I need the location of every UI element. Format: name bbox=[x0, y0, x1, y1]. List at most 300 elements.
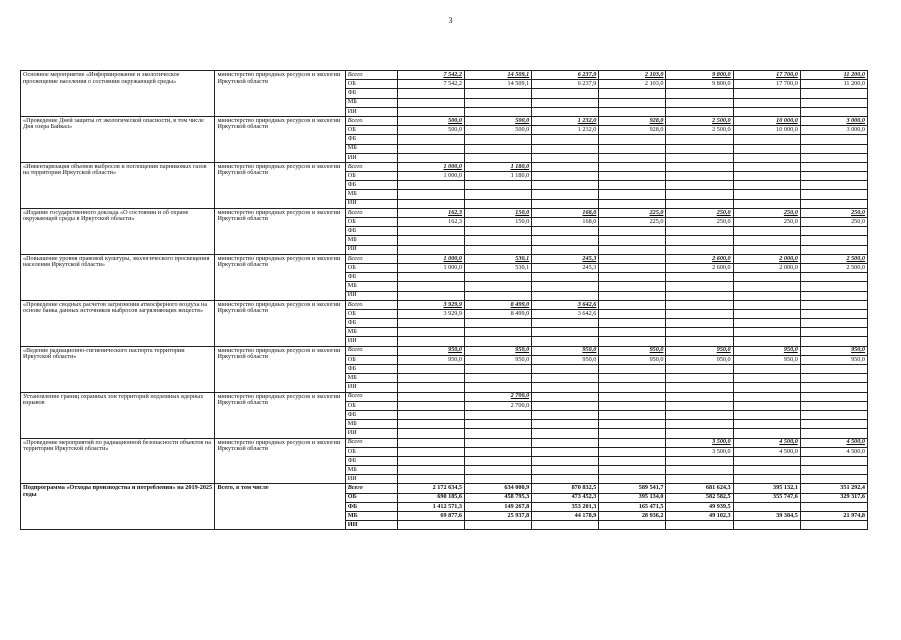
amount-cell: 225,0 bbox=[599, 218, 666, 227]
amount-cell bbox=[599, 420, 666, 429]
measure-executor: министерство природных ресурсов и экологии Иркутской области bbox=[215, 162, 345, 208]
amount-cell bbox=[532, 144, 599, 153]
amount-cell bbox=[532, 107, 599, 116]
amount-cell bbox=[666, 328, 733, 337]
amount-cell bbox=[397, 319, 464, 328]
funding-source-label: МБ bbox=[345, 144, 397, 153]
amount-cell: 2 600,0 bbox=[666, 254, 733, 263]
measure-group bbox=[21, 254, 868, 300]
amount-cell bbox=[666, 227, 733, 236]
amount-cell: 162,3 bbox=[397, 208, 464, 217]
amount-cell bbox=[599, 410, 666, 419]
amount-cell: 225,0 bbox=[599, 208, 666, 217]
amount-cell bbox=[733, 245, 800, 254]
amount-cell bbox=[733, 392, 800, 401]
amount-cell bbox=[532, 429, 599, 438]
amount-cell: 3 929,9 bbox=[397, 300, 464, 309]
measure-description: Основное мероприятие «Информирование и экологическое просвещение населения о состоянии окружающей среды» bbox=[21, 71, 215, 117]
amount-cell: 2 172 634,5 bbox=[397, 484, 464, 493]
amount-cell: 2 103,0 bbox=[599, 71, 666, 80]
amount-cell bbox=[532, 89, 599, 98]
amount-cell bbox=[666, 365, 733, 374]
amount-cell bbox=[465, 135, 532, 144]
amount-cell bbox=[733, 291, 800, 300]
amount-cell bbox=[800, 245, 867, 254]
amount-cell bbox=[800, 502, 867, 511]
amount-cell bbox=[733, 227, 800, 236]
amount-cell bbox=[666, 374, 733, 383]
funding-source-label: МБ bbox=[345, 328, 397, 337]
amount-cell bbox=[800, 273, 867, 282]
funding-source-label: ФБ bbox=[345, 135, 397, 144]
amount-cell bbox=[465, 190, 532, 199]
amount-cell bbox=[532, 236, 599, 245]
amount-cell bbox=[733, 172, 800, 181]
table-row bbox=[21, 116, 868, 125]
amount-cell bbox=[599, 153, 666, 162]
amount-cell bbox=[800, 144, 867, 153]
amount-cell bbox=[465, 98, 532, 107]
table-row bbox=[21, 392, 868, 401]
amount-cell bbox=[800, 98, 867, 107]
amount-cell bbox=[599, 245, 666, 254]
funding-source-label: Всего bbox=[345, 208, 397, 217]
amount-cell bbox=[397, 420, 464, 429]
amount-cell bbox=[397, 98, 464, 107]
amount-cell: 168,0 bbox=[532, 208, 599, 217]
funding-source-label: МБ bbox=[345, 282, 397, 291]
amount-cell bbox=[465, 199, 532, 208]
amount-cell bbox=[800, 227, 867, 236]
measure-group bbox=[21, 116, 868, 162]
amount-cell: 2 600,0 bbox=[666, 263, 733, 272]
amount-cell bbox=[599, 475, 666, 484]
amount-cell bbox=[733, 153, 800, 162]
funding-source-label: МБ bbox=[345, 420, 397, 429]
budget-table bbox=[20, 70, 868, 530]
amount-cell: 21 974,8 bbox=[800, 512, 867, 521]
amount-cell bbox=[397, 273, 464, 282]
funding-source-label: МБ bbox=[345, 236, 397, 245]
amount-cell bbox=[599, 319, 666, 328]
funding-source-label: ФБ bbox=[345, 319, 397, 328]
amount-cell: 2 700,0 bbox=[465, 401, 532, 410]
measure-executor: Всего, в том числе bbox=[215, 484, 345, 530]
funding-source-label: ИИ bbox=[345, 245, 397, 254]
amount-cell bbox=[800, 135, 867, 144]
amount-cell: 8 499,0 bbox=[465, 309, 532, 318]
amount-cell bbox=[666, 383, 733, 392]
amount-cell: 950,0 bbox=[733, 346, 800, 355]
amount-cell bbox=[599, 429, 666, 438]
measure-description: «Инвентаризация объемов выбросов и поглощения парниковых газов на территории Иркутской области» bbox=[21, 162, 215, 208]
amount-cell: 950,0 bbox=[397, 355, 464, 364]
amount-cell: 9 800,0 bbox=[666, 71, 733, 80]
amount-cell bbox=[733, 328, 800, 337]
funding-source-label: ОБ bbox=[345, 80, 397, 89]
funding-source-label: Всего bbox=[345, 116, 397, 125]
amount-cell bbox=[397, 236, 464, 245]
amount-cell bbox=[666, 144, 733, 153]
funding-source-label: ФБ bbox=[345, 456, 397, 465]
funding-source-label: ФБ bbox=[345, 181, 397, 190]
table-row bbox=[21, 71, 868, 80]
amount-cell: 1 232,0 bbox=[532, 116, 599, 125]
amount-cell bbox=[666, 410, 733, 419]
amount-cell: 473 452,3 bbox=[532, 493, 599, 502]
amount-cell bbox=[599, 181, 666, 190]
amount-cell bbox=[599, 337, 666, 346]
amount-cell bbox=[465, 438, 532, 447]
amount-cell bbox=[532, 135, 599, 144]
amount-cell bbox=[733, 319, 800, 328]
funding-source-label: ИИ bbox=[345, 153, 397, 162]
amount-cell bbox=[599, 144, 666, 153]
measure-description: «Повышение уровня правовой культуры, экологического просвещения населения Иркутской области» bbox=[21, 254, 215, 300]
amount-cell bbox=[465, 153, 532, 162]
amount-cell: 950,0 bbox=[465, 355, 532, 364]
amount-cell: 1 000,0 bbox=[397, 172, 464, 181]
amount-cell bbox=[532, 456, 599, 465]
amount-cell bbox=[733, 521, 800, 530]
amount-cell bbox=[666, 456, 733, 465]
funding-source-label: ОБ bbox=[345, 355, 397, 364]
funding-source-label: МБ bbox=[345, 512, 397, 521]
amount-cell bbox=[666, 429, 733, 438]
amount-cell bbox=[397, 227, 464, 236]
amount-cell bbox=[800, 309, 867, 318]
amount-cell bbox=[666, 309, 733, 318]
funding-source-label: ИИ bbox=[345, 383, 397, 392]
amount-cell bbox=[465, 365, 532, 374]
amount-cell bbox=[465, 475, 532, 484]
amount-cell bbox=[800, 374, 867, 383]
amount-cell bbox=[599, 438, 666, 447]
funding-source-label: ИИ bbox=[345, 199, 397, 208]
amount-cell: 17 700,0 bbox=[733, 80, 800, 89]
measure-group bbox=[21, 346, 868, 392]
funding-source-label: ФБ bbox=[345, 273, 397, 282]
page-number: 3 bbox=[448, 16, 453, 25]
amount-cell bbox=[397, 199, 464, 208]
amount-cell bbox=[666, 199, 733, 208]
amount-cell bbox=[800, 466, 867, 475]
amount-cell bbox=[397, 401, 464, 410]
funding-source-label: ОБ bbox=[345, 309, 397, 318]
amount-cell: 1 412 571,3 bbox=[397, 502, 464, 511]
amount-cell: 39 384,5 bbox=[733, 512, 800, 521]
amount-cell bbox=[397, 245, 464, 254]
amount-cell bbox=[599, 521, 666, 530]
amount-cell bbox=[465, 273, 532, 282]
funding-source-label: ФБ bbox=[345, 227, 397, 236]
amount-cell bbox=[397, 107, 464, 116]
funding-source-label: ОБ bbox=[345, 263, 397, 272]
amount-cell bbox=[532, 328, 599, 337]
amount-cell: 950,0 bbox=[800, 355, 867, 364]
funding-source-label: МБ bbox=[345, 466, 397, 475]
amount-cell: 17 700,0 bbox=[733, 71, 800, 80]
amount-cell bbox=[666, 337, 733, 346]
amount-cell bbox=[733, 475, 800, 484]
funding-source-label: ОБ bbox=[345, 172, 397, 181]
amount-cell bbox=[532, 153, 599, 162]
amount-cell bbox=[397, 383, 464, 392]
amount-cell bbox=[800, 521, 867, 530]
amount-cell bbox=[397, 392, 464, 401]
amount-cell bbox=[800, 172, 867, 181]
amount-cell: 950,0 bbox=[599, 346, 666, 355]
table-row bbox=[21, 346, 868, 355]
amount-cell bbox=[800, 153, 867, 162]
amount-cell: 3 000,0 bbox=[800, 126, 867, 135]
amount-cell bbox=[532, 245, 599, 254]
amount-cell bbox=[599, 282, 666, 291]
amount-cell: 250,0 bbox=[666, 218, 733, 227]
amount-cell: 950,0 bbox=[532, 346, 599, 355]
amount-cell bbox=[599, 135, 666, 144]
amount-cell bbox=[599, 172, 666, 181]
funding-source-label: ОБ bbox=[345, 493, 397, 502]
amount-cell: 329 317,6 bbox=[800, 493, 867, 502]
amount-cell: 500,0 bbox=[465, 116, 532, 125]
amount-cell bbox=[532, 282, 599, 291]
measure-group bbox=[21, 438, 868, 484]
amount-cell bbox=[666, 291, 733, 300]
amount-cell bbox=[800, 199, 867, 208]
amount-cell bbox=[733, 365, 800, 374]
amount-cell bbox=[800, 401, 867, 410]
amount-cell bbox=[397, 475, 464, 484]
amount-cell: 1 232,0 bbox=[532, 126, 599, 135]
amount-cell bbox=[733, 401, 800, 410]
amount-cell bbox=[532, 374, 599, 383]
amount-cell: 3 642,6 bbox=[532, 309, 599, 318]
amount-cell: 395 132,1 bbox=[733, 484, 800, 493]
amount-cell: 1 000,0 bbox=[397, 263, 464, 272]
amount-cell bbox=[532, 447, 599, 456]
amount-cell: 69 877,6 bbox=[397, 512, 464, 521]
amount-cell bbox=[532, 383, 599, 392]
amount-cell bbox=[532, 401, 599, 410]
amount-cell: 3 500,0 bbox=[666, 438, 733, 447]
funding-source-label: ИИ bbox=[345, 475, 397, 484]
measure-description: «Ведение радиационно-гигиенического паспорта территории Иркутской области» bbox=[21, 346, 215, 392]
amount-cell bbox=[800, 475, 867, 484]
amount-cell bbox=[465, 181, 532, 190]
amount-cell bbox=[599, 466, 666, 475]
funding-source-label: ФБ bbox=[345, 89, 397, 98]
funding-source-label: ОБ bbox=[345, 447, 397, 456]
amount-cell bbox=[666, 162, 733, 171]
amount-cell: 2 500,0 bbox=[800, 263, 867, 272]
amount-cell bbox=[733, 107, 800, 116]
amount-cell bbox=[800, 429, 867, 438]
amount-cell bbox=[465, 383, 532, 392]
amount-cell bbox=[800, 365, 867, 374]
amount-cell bbox=[733, 162, 800, 171]
amount-cell bbox=[800, 410, 867, 419]
amount-cell bbox=[397, 190, 464, 199]
amount-cell bbox=[532, 410, 599, 419]
amount-cell: 582 582,5 bbox=[666, 493, 733, 502]
amount-cell: 11 200,0 bbox=[800, 80, 867, 89]
amount-cell bbox=[465, 447, 532, 456]
measure-description: Подпрограмма «Отходы производства и потребления» на 2019-2025 годы bbox=[21, 484, 215, 530]
amount-cell bbox=[733, 144, 800, 153]
amount-cell bbox=[733, 309, 800, 318]
amount-cell bbox=[666, 392, 733, 401]
amount-cell bbox=[599, 401, 666, 410]
amount-cell: 355 747,6 bbox=[733, 493, 800, 502]
amount-cell bbox=[733, 374, 800, 383]
amount-cell bbox=[465, 410, 532, 419]
amount-cell bbox=[666, 273, 733, 282]
amount-cell: 10 000,0 bbox=[733, 116, 800, 125]
amount-cell bbox=[532, 199, 599, 208]
amount-cell bbox=[599, 273, 666, 282]
amount-cell bbox=[397, 429, 464, 438]
funding-source-label: ФБ bbox=[345, 502, 397, 511]
amount-cell bbox=[599, 309, 666, 318]
amount-cell bbox=[800, 236, 867, 245]
funding-source-label: МБ bbox=[345, 190, 397, 199]
amount-cell: 928,0 bbox=[599, 116, 666, 125]
amount-cell: 14 509,1 bbox=[465, 71, 532, 80]
amount-cell bbox=[465, 337, 532, 346]
amount-cell bbox=[800, 456, 867, 465]
amount-cell bbox=[397, 456, 464, 465]
measure-executor: министерство природных ресурсов и экологии Иркутской области bbox=[215, 438, 345, 484]
amount-cell bbox=[666, 98, 733, 107]
amount-cell bbox=[532, 521, 599, 530]
amount-cell bbox=[800, 328, 867, 337]
amount-cell: 250,0 bbox=[666, 208, 733, 217]
amount-cell bbox=[465, 227, 532, 236]
amount-cell: 3 642,6 bbox=[532, 300, 599, 309]
amount-cell bbox=[599, 162, 666, 171]
table-row bbox=[21, 162, 868, 171]
amount-cell: 245,3 bbox=[532, 254, 599, 263]
amount-cell bbox=[666, 172, 733, 181]
funding-source-label: ИИ bbox=[345, 429, 397, 438]
amount-cell: 3 929,9 bbox=[397, 309, 464, 318]
amount-cell bbox=[800, 300, 867, 309]
amount-cell: 4 500,0 bbox=[800, 447, 867, 456]
amount-cell bbox=[465, 245, 532, 254]
amount-cell: 500,0 bbox=[397, 126, 464, 135]
amount-cell bbox=[599, 236, 666, 245]
amount-cell: 2 500,0 bbox=[800, 254, 867, 263]
amount-cell: 49 939,5 bbox=[666, 502, 733, 511]
amount-cell bbox=[532, 420, 599, 429]
amount-cell: 250,0 bbox=[733, 208, 800, 217]
table-row bbox=[21, 484, 868, 493]
amount-cell: 3 500,0 bbox=[666, 447, 733, 456]
funding-source-label: ИИ bbox=[345, 521, 397, 530]
amount-cell bbox=[733, 300, 800, 309]
summary-group bbox=[21, 484, 868, 530]
amount-cell: 1 000,0 bbox=[397, 254, 464, 263]
amount-cell: 530,1 bbox=[465, 263, 532, 272]
amount-cell: 870 832,5 bbox=[532, 484, 599, 493]
funding-source-label: Всего bbox=[345, 484, 397, 493]
amount-cell bbox=[599, 98, 666, 107]
amount-cell bbox=[465, 456, 532, 465]
amount-cell: 165 471,5 bbox=[599, 502, 666, 511]
amount-cell bbox=[397, 521, 464, 530]
amount-cell: 2 103,0 bbox=[599, 80, 666, 89]
amount-cell bbox=[666, 245, 733, 254]
amount-cell bbox=[465, 466, 532, 475]
amount-cell bbox=[800, 181, 867, 190]
amount-cell bbox=[733, 89, 800, 98]
amount-cell bbox=[599, 107, 666, 116]
amount-cell: 500,0 bbox=[465, 126, 532, 135]
funding-source-label: ИИ bbox=[345, 337, 397, 346]
amount-cell bbox=[733, 135, 800, 144]
amount-cell bbox=[397, 181, 464, 190]
funding-source-label: ФБ bbox=[345, 365, 397, 374]
amount-cell bbox=[800, 162, 867, 171]
amount-cell bbox=[599, 374, 666, 383]
amount-cell bbox=[800, 190, 867, 199]
amount-cell: 149 267,8 bbox=[465, 502, 532, 511]
funding-source-label: Всего bbox=[345, 300, 397, 309]
amount-cell: 351 292,4 bbox=[800, 484, 867, 493]
amount-cell bbox=[800, 383, 867, 392]
amount-cell: 950,0 bbox=[666, 346, 733, 355]
amount-cell bbox=[397, 144, 464, 153]
measure-group bbox=[21, 300, 868, 346]
amount-cell: 44 178,9 bbox=[532, 512, 599, 521]
amount-cell: 1 180,0 bbox=[465, 162, 532, 171]
amount-cell bbox=[532, 273, 599, 282]
amount-cell bbox=[599, 227, 666, 236]
amount-cell bbox=[666, 282, 733, 291]
amount-cell bbox=[599, 365, 666, 374]
amount-cell bbox=[397, 365, 464, 374]
amount-cell bbox=[465, 319, 532, 328]
amount-cell: 7 542,2 bbox=[397, 71, 464, 80]
measure-description: Установление границ охранных зон территорий подземных ядерных взрывов bbox=[21, 392, 215, 438]
amount-cell bbox=[532, 438, 599, 447]
measure-executor: министерство природных ресурсов и экологии Иркутской области bbox=[215, 300, 345, 346]
amount-cell bbox=[532, 365, 599, 374]
amount-cell bbox=[733, 410, 800, 419]
amount-cell bbox=[733, 420, 800, 429]
table-row bbox=[21, 438, 868, 447]
table-row bbox=[21, 208, 868, 217]
amount-cell: 681 624,3 bbox=[666, 484, 733, 493]
amount-cell: 950,0 bbox=[465, 346, 532, 355]
amount-cell bbox=[397, 337, 464, 346]
measure-group bbox=[21, 208, 868, 254]
amount-cell bbox=[666, 319, 733, 328]
amount-cell bbox=[733, 273, 800, 282]
measure-group bbox=[21, 392, 868, 438]
amount-cell bbox=[397, 410, 464, 419]
measure-executor: министерство природных ресурсов и экологии Иркутской области bbox=[215, 254, 345, 300]
table-row bbox=[21, 300, 868, 309]
amount-cell bbox=[666, 521, 733, 530]
amount-cell bbox=[532, 172, 599, 181]
amount-cell bbox=[532, 475, 599, 484]
amount-cell: 9 800,0 bbox=[666, 80, 733, 89]
amount-cell bbox=[733, 337, 800, 346]
amount-cell bbox=[733, 383, 800, 392]
amount-cell: 4 500,0 bbox=[733, 438, 800, 447]
